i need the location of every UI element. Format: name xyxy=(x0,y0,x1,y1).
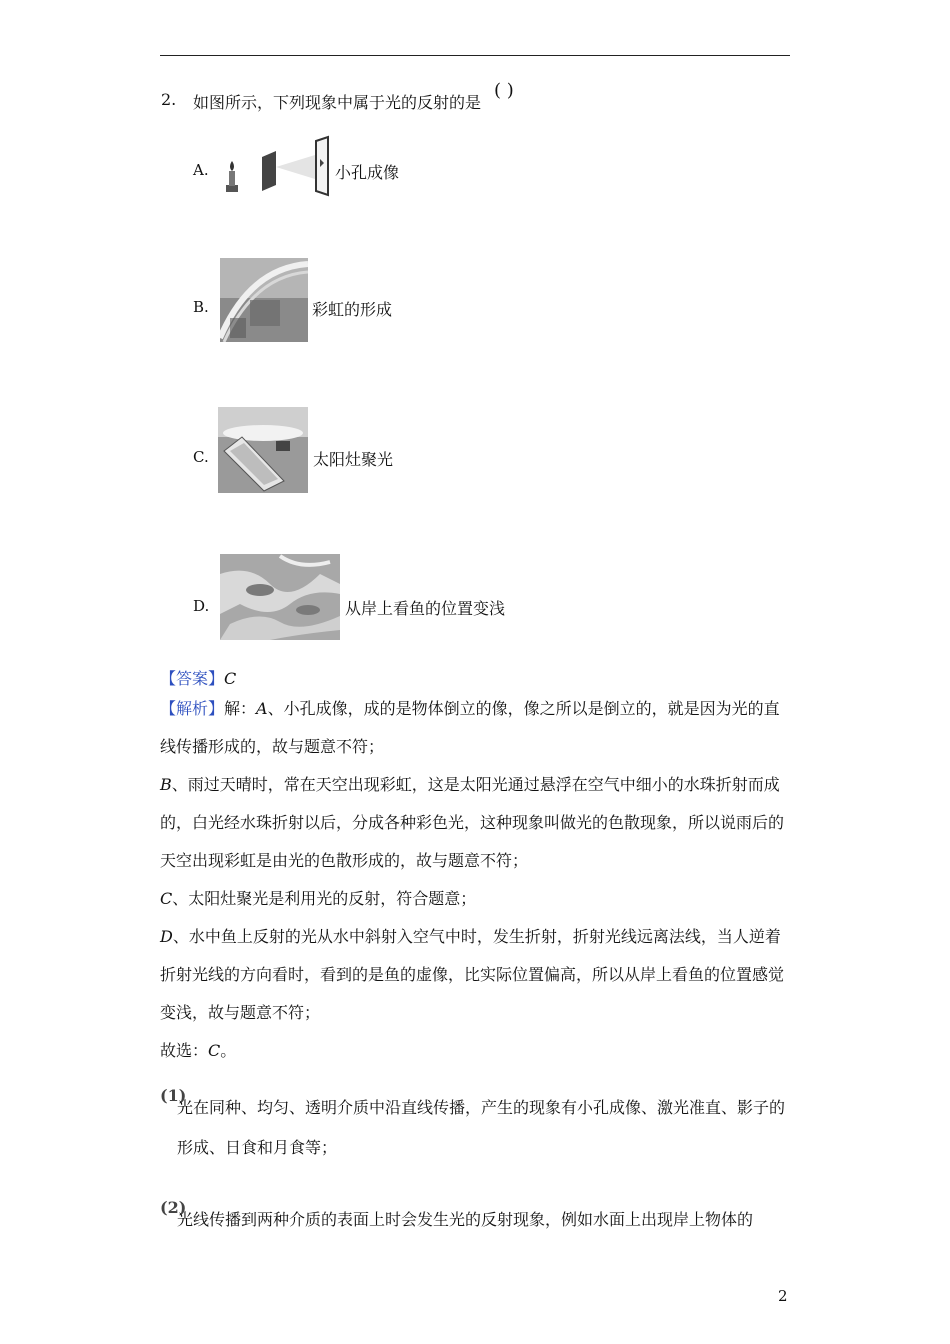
option-c-text: 太阳灶聚光 xyxy=(313,450,394,469)
analysis-a-letter: A xyxy=(256,699,268,718)
choose-suffix: 。 xyxy=(220,1041,237,1060)
option-d-text: 从岸上看鱼的位置变浅 xyxy=(345,599,506,618)
note-2-number: (2) xyxy=(160,1198,187,1217)
analysis-lead: 解： xyxy=(224,699,257,718)
analysis-b-letter: B xyxy=(160,775,172,794)
page-number: 2 xyxy=(778,1287,788,1305)
analysis-d-letter: D xyxy=(160,927,173,946)
option-a-text: 小孔成像 xyxy=(335,163,400,182)
rainbow-photo xyxy=(220,258,308,342)
note-1-number: (1) xyxy=(160,1086,187,1105)
answer-value: C xyxy=(224,669,237,688)
note-2-text: 光线传播到两种介质的表面上时会发生光的反射现象，例如水面上出现岸上物体的 xyxy=(177,1210,754,1229)
analysis-b xyxy=(160,766,790,880)
option-a-letter: A. xyxy=(193,161,209,179)
analysis-tag: 【解析】 xyxy=(160,699,225,718)
analysis-c xyxy=(160,880,790,918)
answer-tag: 【答案】 xyxy=(160,669,225,688)
option-b-letter: B. xyxy=(193,298,209,316)
analysis-b-text: 、雨过天晴时，常在天空出现彩虹，这是太阳光通过悬浮在空气中细小的水珠折射而成的，白光经水珠折射以后，分成各种彩色光，这种现象叫做光的色散现象，所以说雨后的天空出现彩虹是由光的色散形成的，故与题意不符； xyxy=(160,775,785,870)
analysis-c-letter: C xyxy=(160,889,173,908)
analysis-d-text: 、水中鱼上反射的光从水中斜射入空气中时，发生折射，折射光线远离法线，当人逆着折射光线的方向看时，看到的是鱼的虚像，比实际位置偏高，所以从岸上看鱼的位置感觉变浅，故与题意不符； xyxy=(160,927,785,1022)
pinhole-camera-image xyxy=(220,133,332,199)
answer-blank: ( ) xyxy=(494,80,514,101)
header-rule xyxy=(160,55,790,56)
analysis-a-text: 、小孔成像，成的是物体倒立的像，像之所以是倒立的，就是因为光的直线传播形成的，故与题意不符； xyxy=(160,699,780,756)
answer-line xyxy=(160,666,236,689)
analysis-a xyxy=(160,690,790,766)
analysis-choose xyxy=(160,1032,790,1070)
solar-cooker-photo xyxy=(218,407,308,493)
question-stem: 如图所示，下列现象中属于光的反射的是 xyxy=(193,93,482,112)
question-number: 2. xyxy=(161,90,177,109)
option-b-text: 彩虹的形成 xyxy=(312,300,393,319)
choose-value: C xyxy=(208,1041,221,1060)
note-1-text: 光在同种、均匀、透明介质中沿直线传播，产生的现象有小孔成像、激光准直、影子的形成、日食和月食等； xyxy=(177,1098,786,1157)
analysis-d xyxy=(160,918,790,1032)
fish-in-water-photo xyxy=(220,554,340,640)
choose-prefix: 故选： xyxy=(160,1041,209,1060)
analysis-c-text: 、太阳灶聚光是利用光的反射，符合题意； xyxy=(172,889,477,908)
option-c-letter: C. xyxy=(193,448,209,466)
option-d-letter: D. xyxy=(193,597,210,615)
